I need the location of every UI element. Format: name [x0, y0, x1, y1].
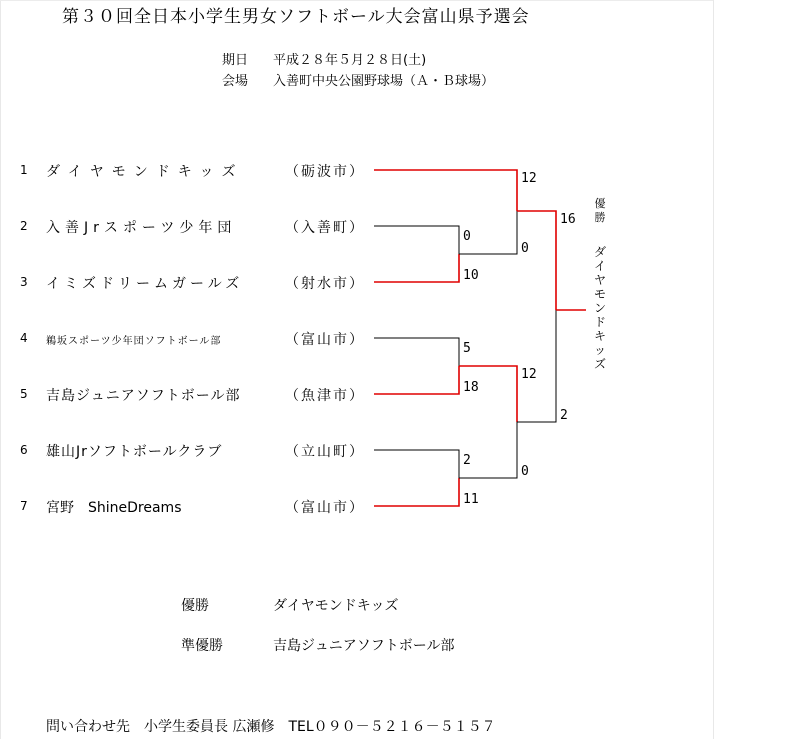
team-city: （富山市） — [285, 500, 365, 516]
team-city: （入善町） — [285, 220, 365, 236]
bracket-line-team4 — [374, 338, 459, 366]
bracket-line-team7 — [374, 478, 459, 506]
score-sf1-bottom: 0 — [521, 241, 529, 256]
bracket-line-sf2-out — [517, 310, 556, 422]
page-title: 第３０回全日本小学生男女ソフトボール大会富山県予選会 — [62, 7, 530, 27]
bracket-line-team6 — [374, 450, 459, 478]
bracket-line-team3 — [374, 254, 459, 282]
team-city: （立山町） — [285, 444, 365, 460]
team-name: イミズドリームガールズ — [46, 276, 244, 292]
team-seed: 2 — [20, 219, 28, 233]
score-sf2-top: 12 — [521, 367, 537, 382]
team-name: 吉島ジュニアソフトボール部 — [46, 388, 241, 404]
team-name: 入善Jrスポーツ少年団 — [46, 220, 237, 236]
date-value: 平成２８年５月２８日(土) — [273, 53, 427, 68]
bracket-line-r1m3-out — [459, 422, 517, 478]
winner-label: 優勝 — [181, 598, 209, 614]
score-sf1-top: 12 — [521, 171, 537, 186]
team-seed: 6 — [20, 443, 28, 457]
runner-up-value: 吉島ジュニアソフトボール部 — [273, 638, 455, 654]
champion-vertical-name: ダイヤモンドキッズ — [593, 245, 606, 371]
champion-vertical-label: 優勝 — [594, 197, 606, 224]
bracket-line-team5 — [374, 366, 459, 394]
team-seed: 1 — [20, 163, 28, 177]
score-final-top: 16 — [560, 212, 576, 227]
score-r1m1-bottom: 10 — [463, 268, 479, 283]
team-name: 雄山Jrソフトボールクラブ — [46, 444, 223, 460]
team-name: ダイヤモンドキッズ — [46, 164, 244, 180]
team-city: （射水市） — [285, 276, 365, 292]
bracket-line-sf1-out — [517, 211, 556, 310]
score-sf2-bottom: 0 — [521, 464, 529, 479]
venue-label: 会場 — [222, 74, 249, 89]
contact-info: 問い合わせ先 小学生委員長 広瀬修 TEL０９０－５２１６－５１５７ — [46, 719, 496, 735]
team-city: （砺波市） — [285, 164, 365, 180]
team-seed: 4 — [20, 331, 28, 345]
team-name: 鵜坂スポーツ少年団ソフトボール部 — [46, 336, 222, 347]
team-city: （魚津市） — [285, 388, 365, 404]
team-seed: 3 — [20, 275, 28, 289]
bracket-line-team1 — [374, 170, 517, 211]
team-seed: 7 — [20, 499, 28, 513]
venue-value: 入善町中央公園野球場（Ａ・Ｂ球場） — [273, 74, 495, 89]
score-r1m3-top: 2 — [463, 453, 471, 468]
team-name: 宮野 ShineDreams — [46, 500, 182, 516]
score-r1m1-top: 0 — [463, 229, 471, 244]
runner-up-label: 準優勝 — [181, 638, 223, 654]
winner-value: ダイヤモンドキッズ — [273, 598, 399, 614]
team-seed: 5 — [20, 387, 28, 401]
score-final-bottom: 2 — [560, 408, 568, 423]
date-label: 期日 — [222, 53, 249, 68]
score-r1m2-top: 5 — [463, 341, 471, 356]
score-r1m3-bottom: 11 — [463, 492, 479, 507]
bracket-line-team2 — [374, 226, 459, 254]
team-city: （富山市） — [285, 332, 365, 348]
score-r1m2-bottom: 18 — [463, 380, 479, 395]
